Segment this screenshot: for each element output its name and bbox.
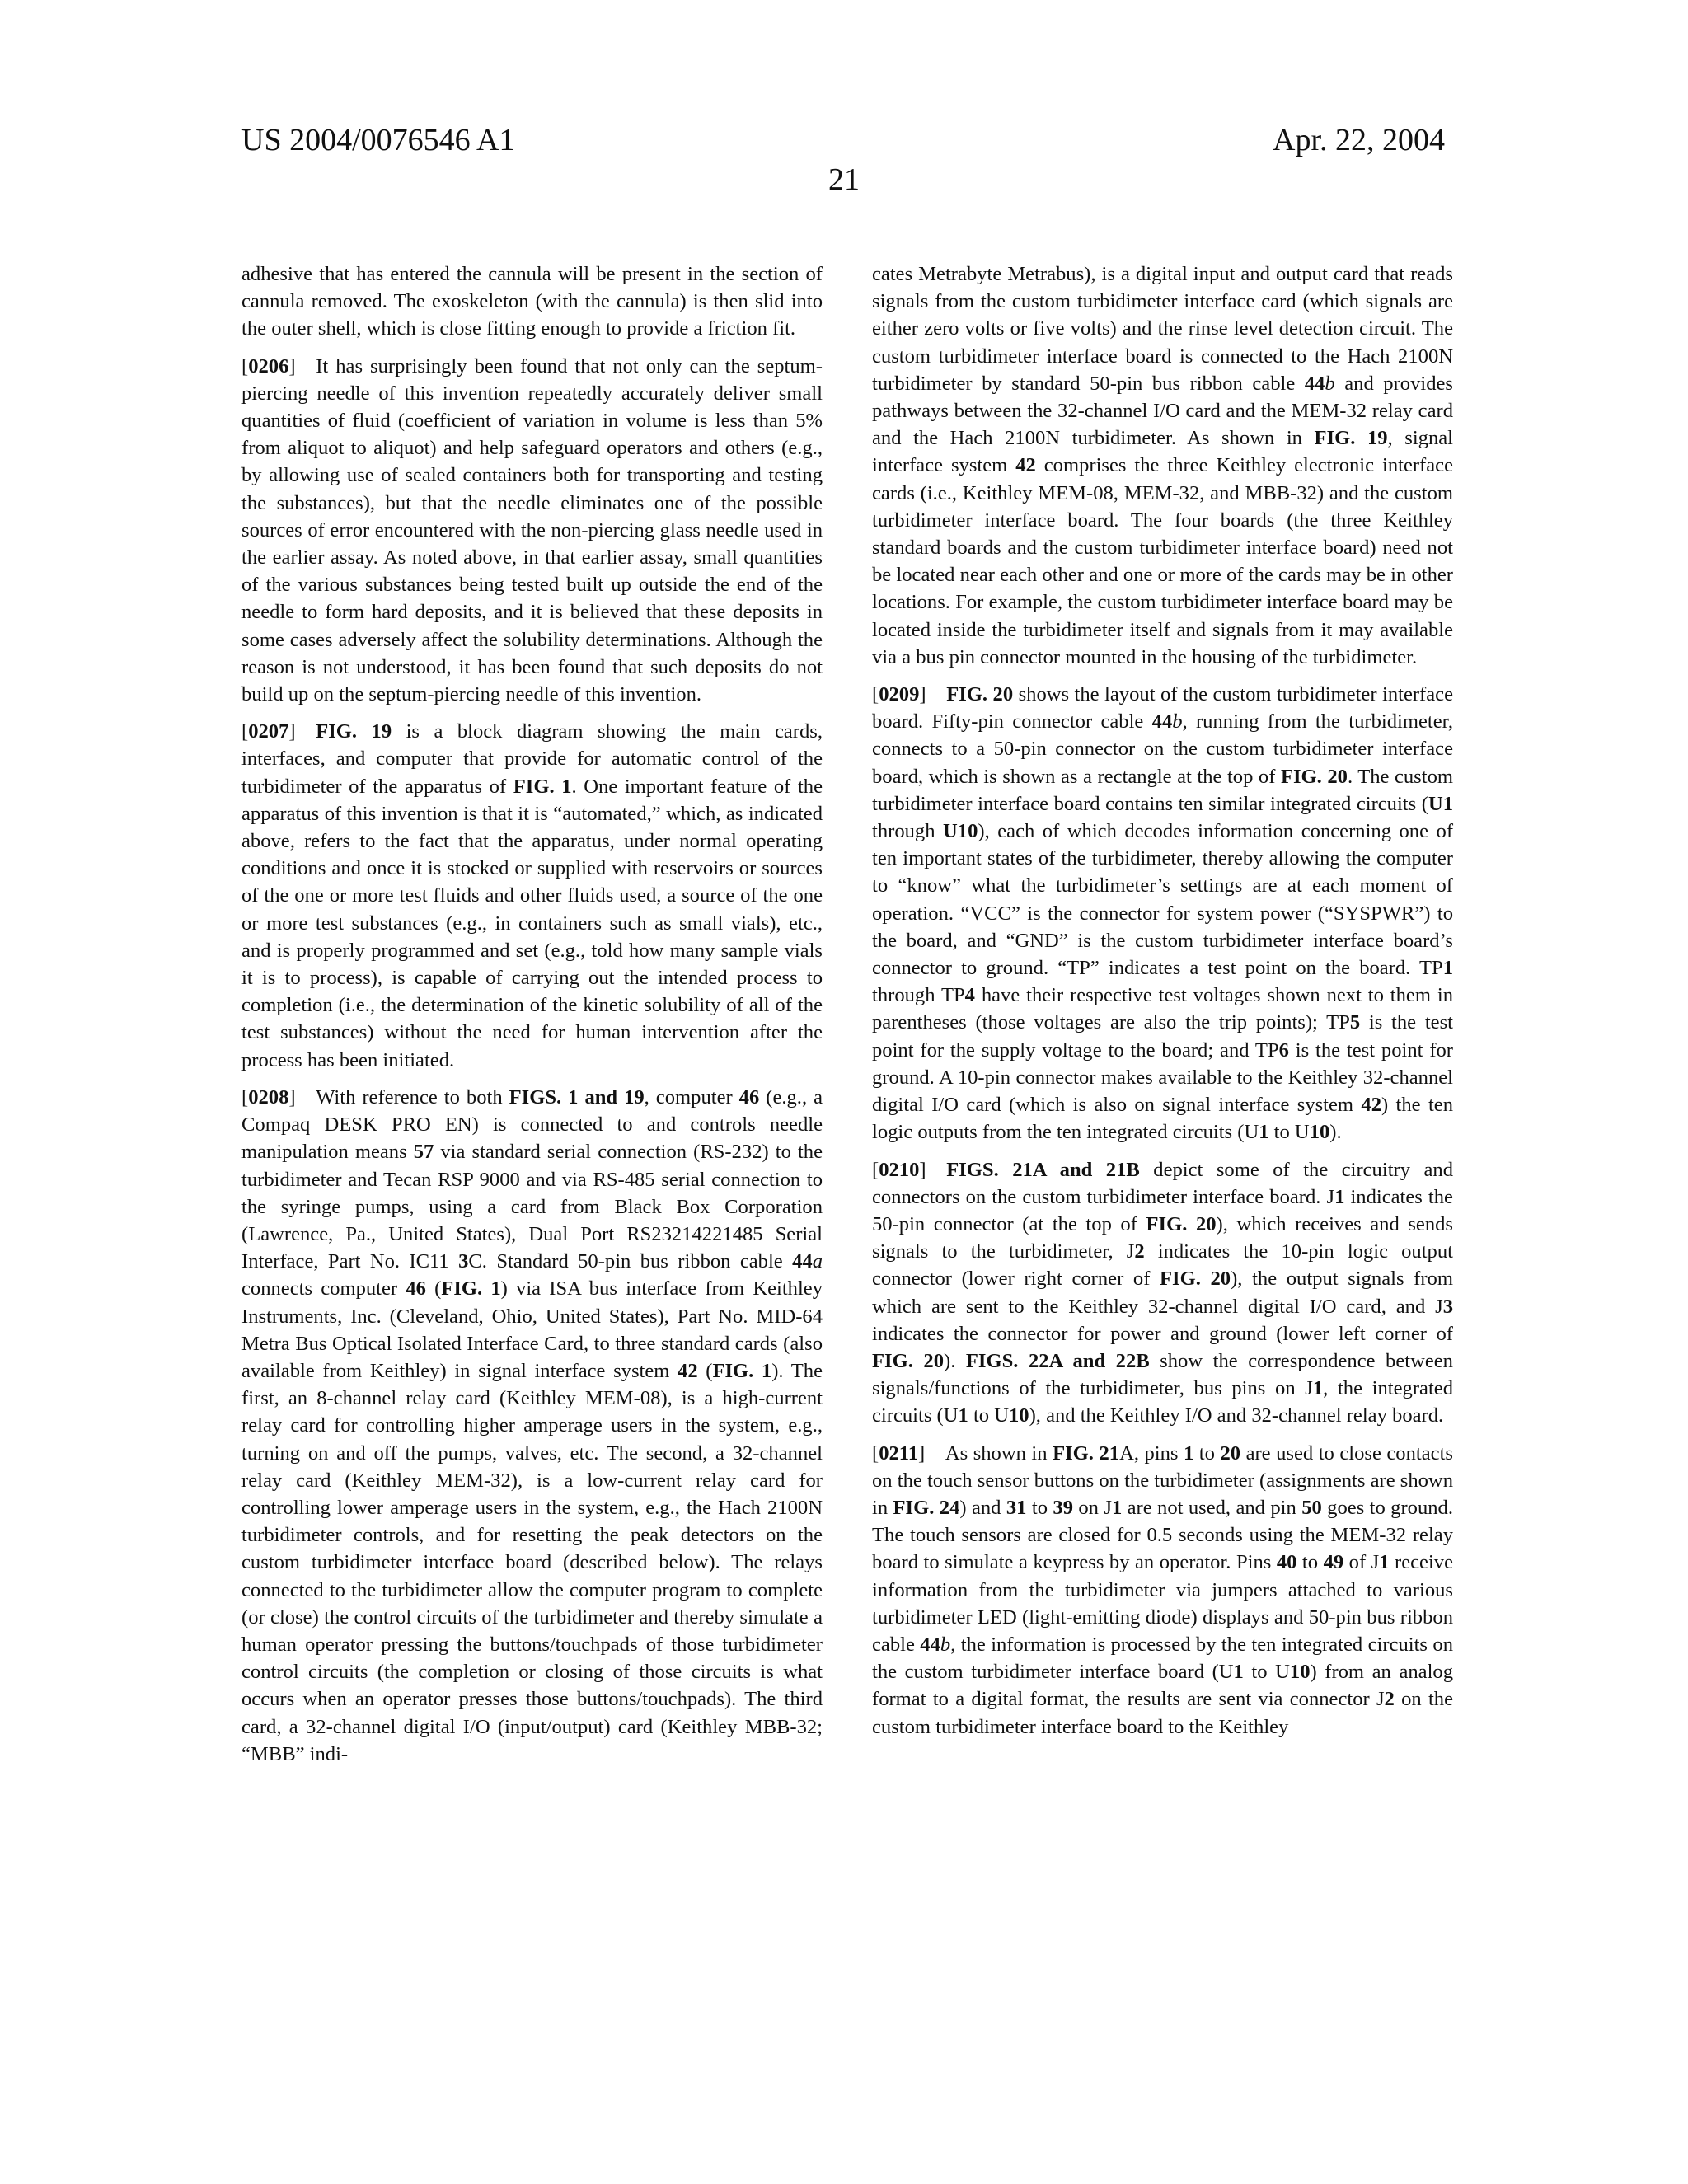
- page-number: 21: [828, 162, 860, 197]
- paragraph: adhesive that has entered the cannula will be present in the section of cannula removed. The exoskeleton (with the cannula) is then slid into the outer shell, which is close fitting enough to provide a friction fit.: [241, 263, 823, 340]
- publication-date: Apr. 22, 2004: [1273, 123, 1445, 157]
- paragraph-number: [0210]: [872, 1158, 926, 1181]
- left-column: [241, 260, 823, 1778]
- paragraph: [0211] As shown in FIG. 21A, pins 1 to 20 are used to close contacts on the touch sensor buttons on the turbidimeter (assignments are shown in FIG. 24) and 31 to 39 on J1 are not used, and pin 50 goes to ground. The touch sensors are closed for 0.5 seconds using the MEM-32 relay board to simulate a keypress by an operator. Pins 40 to 49 of J1 receive information from the turbidimeter via jumpers attached to various turbidimeter LED (light-emitting diode) displays and 50-pin bus ribbon cable 44b, the information is processed by the ten integrated circuits on the custom turbidimeter interface board (U1 to U10) from an analog format to a digital format, the results are sent via connector J2 on the custom turbidimeter interface board to the Keithley: [872, 1441, 1454, 1738]
- paragraph: [0207] FIG. 19 is a block diagram showing the main cards, interfaces, and computer that provide for automatic control of the turbidimeter of the apparatus of FIG. 1. One important feature of the apparatus of this invention is that it is “automated,” which, as indicated above, refers to the fact that the apparatus, under normal operating conditions and once it is stocked or supplied with reservoirs or sources of the one or more test fluids and other fluids used, a source of the one or more test substances (e.g., in containers such as small vials), etc., and is properly programmed and set (e.g., told how many sample vials it is to process), is capable of carrying out the intended process to completion (i.e., the determination of the kinetic solubility of all of the test substances) without the need for human intervention after the process has been initiated.: [241, 720, 823, 1071]
- paragraph: [0208] With reference to both FIGS. 1 and 19, computer 46 (e.g., a Compaq DESK PRO EN) is connected to and controls needle manipulation means 57 via standard serial connection (RS-232) to the turbidimeter and Tecan RSP 9000 and via RS-485 serial connection to the syringe pumps, using a card from Black Box Corporation (Lawrence, Pa., United States), Dual Port RS23214221485 Serial Interface, Part No. IC11 3C. Standard 50-pin bus ribbon cable 44a connects computer 46 (FIG. 1) via ISA bus interface from Keithley Instruments, Inc. (Cleveland, Ohio, United States), Part No. MID-64 Metra Bus Optical Isolated Interface Card, to three standard cards (also available from Keithley) in signal interface system 42 (FIG. 1). The first, an 8-channel relay card (Keithley MEM-08), is a high-current relay card for controlling higher amperage users in the system, e.g., turning on and off the pumps, valves, etc. The second, a 32-channel relay card (Keithley MEM-32), is a low-current relay card for controlling lower amperage users in the system, e.g., the Hach 2100N turbidimeter controls, and for resetting the peak detectors on the custom turbidimeter interface board (described below). The relays connected to the turbidimeter allow the computer program to complete (or close) the control circuits of the turbidimeter and thereby simulate a human operator pressing the buttons/touchpads of those turbidimeter control circuits (the completion or closing of those circuits is what occurs when an operator presses those buttons/touchpads). The third card, a 32-channel digital I/O (input/output) card (Keithley MBB-32; “MBB” indi-: [241, 1085, 823, 1765]
- paragraph-number: [0206]: [241, 354, 296, 377]
- paragraph: [0209] FIG. 20 shows the layout of the custom turbidimeter interface board. Fifty-pin connector cable 44b, running from the turbidimeter, connects to a 50-pin connector on the custom turbidimeter interface board, which is shown as a rectangle at the top of FIG. 20. The custom turbidimeter interface board contains ten similar integrated circuits (U1 through U10), each of which decodes information concerning one of ten important states of the turbidimeter, thereby allowing the computer to “know” what the turbidimeter’s settings are at each moment of operation. “VCC” is the connector for system power (“SYSPWR”) to the board, and “GND” is the custom turbidimeter interface board’s connector to ground. “TP” indicates a test point on the board. TP1 through TP4 have their respective test voltages shown next to them in parentheses (those voltages are also the trip points); TP5 is the test point for the supply voltage to the board; and TP6 is the test point for ground. A 10-pin connector makes available to the Keithley 32-channel digital I/O card (which is also on signal interface system 42) the ten logic outputs from the ten integrated circuits (U1 to U10).: [872, 683, 1454, 1144]
- paragraph: [0206] It has surprisingly been found that not only can the septum-piercing needle of this invention repeatedly accurately deliver small quantities of fluid (coefficient of variation in volume is less than 5% from aliquot to aliquot) and help safeguard operators and others (e.g., by allowing use of sealed containers both for transporting and testing the substances), but that the needle eliminates one of the possible sources of error encountered with the non-piercing glass needle used in the earlier assay. As noted above, in that earlier assay, small quantities of the various substances being tested built up outside the end of the needle to form hard deposits, and it is believed that these deposits in some cases adversely affect the solubility determinations. Although the reason is not understood, it has been found that such deposits do not build up on the septum-piercing needle of this invention.: [241, 354, 823, 706]
- paragraph-number: [0211]: [872, 1441, 926, 1465]
- publication-number: US 2004/0076546 A1: [241, 123, 515, 157]
- paragraph-number: [0208]: [241, 1085, 296, 1108]
- paragraph-number: [0207]: [241, 720, 296, 743]
- paragraph: cates Metrabyte Metrabus), is a digital input and output card that reads signals from the custom turbidimeter interface card (which signals are either zero volts or five volts) and the rinse level detection circuit. The custom turbidimeter interface board is connected to the Hach 2100N turbidimeter by standard 50-pin bus ribbon cable 44b and provides pathways between the 32-channel I/O card and the MEM-32 relay card and the Hach 2100N turbidimeter. As shown in FIG. 19, signal interface system 42 comprises the three Keithley electronic interface cards (i.e., Keithley MEM-08, MEM-32, and MBB-32) and the custom turbidimeter interface board. The four boards (the three Keithley standard boards and the custom turbidimeter interface board) need not be located near each other and one or more of the cards may be in other locations. For example, the custom turbidimeter interface board may be located inside the turbidimeter itself and signals from it may available via a bus pin connector mounted in the housing of the turbidimeter.: [872, 263, 1453, 668]
- paragraph: [0210] FIGS. 21A and 21B depict some of the circuitry and connectors on the custom turbidimeter interface board. J1 indicates the 50-pin connector (at the top of FIG. 20), which receives and sends signals to the turbidimeter, J2 indicates the 10-pin logic output connector (lower right corner of FIG. 20), the output signals from which are sent to the Keithley 32-channel digital I/O card, and J3 indicates the connector for power and ground (lower left corner of FIG. 20). FIGS. 22A and 22B show the correspondence between signals/functions of the turbidimeter, bus pins on J1, the integrated circuits (U1 to U10), and the Keithley I/O and 32-channel relay board.: [872, 1158, 1453, 1427]
- right-column: [872, 260, 1453, 1750]
- paragraph-number: [0209]: [872, 683, 926, 706]
